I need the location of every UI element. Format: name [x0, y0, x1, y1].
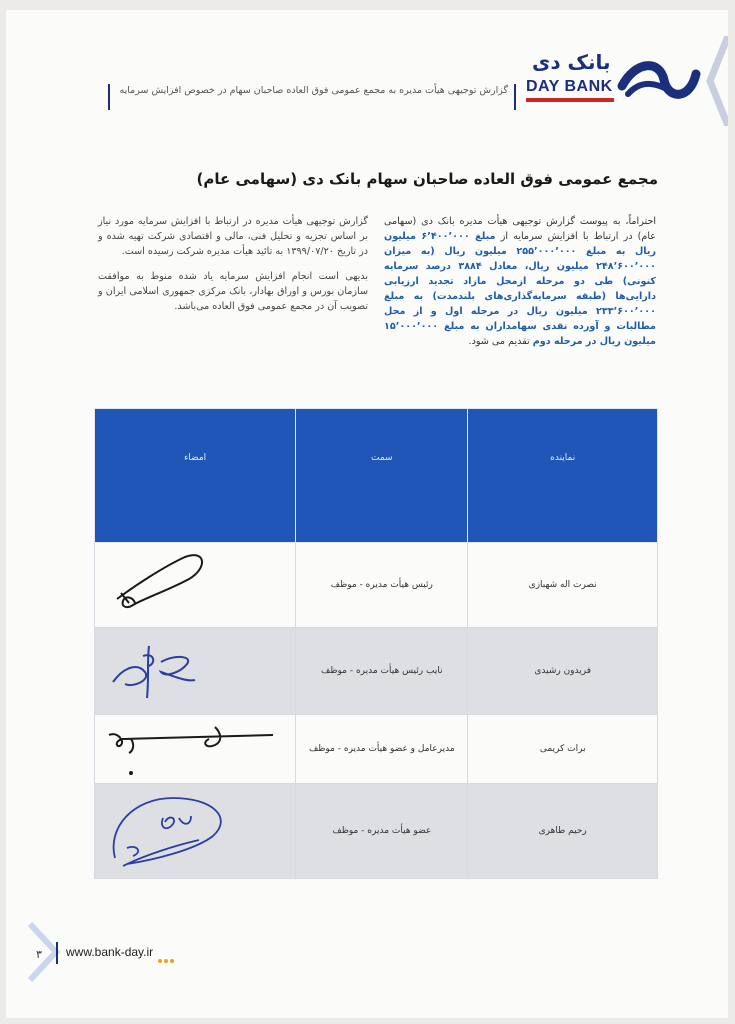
- header-name: نماینده: [468, 409, 658, 543]
- signature-4-icon: [103, 788, 243, 874]
- representative-name: فریدون رشیدی: [468, 628, 658, 715]
- paragraph-conditions: بدیهی است انجام افزایش سرمایه یاد شده منوط به موافقت سازمان بورس و اوراق بهادار، بانک مرکزی جمهوری اسلامی ایران و تصویب آن در مجمع عمومی فوق العاده می‌باشد.: [98, 271, 368, 312]
- representative-name: رحیم طاهری: [468, 784, 658, 879]
- intro-paragraph: [384, 214, 656, 349]
- table-row: [95, 784, 658, 879]
- intro-text-start: احتراماً، به پیوست گزارش توجیهی هیأت مدیره بانک دی (سهامی عام) در ارتباط با افزایش سرمایه از: [384, 216, 657, 242]
- representative-position: نایب رئیس هیأت مدیره - موظف: [296, 628, 468, 715]
- header-divider-left: [108, 84, 110, 110]
- logo-red-bar: [526, 98, 614, 102]
- secondary-paragraphs: [98, 214, 368, 324]
- footer-divider: [56, 942, 58, 964]
- header-signature: امضاء: [95, 409, 296, 543]
- logo-text-fa: بانک دی: [532, 50, 611, 74]
- representative-position: مدیرعامل و عضو هیأت مدیره - موظف: [296, 715, 468, 784]
- bank-logo: [526, 50, 704, 120]
- table-row: [95, 543, 658, 628]
- intro-highlight: مبلغ ۶٬۴۰۰٬۰۰۰ میلیون ریال به مبلغ ۲۵۵٬۰۰۰٬۰۰۰ میلیون ریال (به میزان ۲۴۸٬۶۰۰٬۰۰۰ میلیون ریال، معادل ۳۸۸۴ درصد سرمایه کنونی) طی دو مرحله ازمحل مازاد تجدید ارزیابی دارایی‌ها (طبقه سرمایه‌گذاری‌های بلندمدت) به مبلغ ۲۳۳٬۶۰۰٬۰۰۰ میلیون ریال در مرحله اول و از محل مطالبات و آورده نقدی سهامداران به مبلغ ۱۵٬۰۰۰٬۰۰۰ میلیون ریال در مرحله دوم: [384, 231, 656, 347]
- corner-chevron-icon: [702, 36, 728, 126]
- signature-cell: [95, 784, 296, 879]
- table-row: [95, 628, 658, 715]
- table-row: [95, 715, 658, 784]
- document-page: [6, 10, 728, 1018]
- footer-dots-icon: [158, 948, 176, 967]
- representative-name: نصرت اله شهبازی: [468, 543, 658, 628]
- representative-position: عضو هیأت مدیره - موظف: [296, 784, 468, 879]
- representative-name: برات کریمی: [468, 715, 658, 784]
- signature-cell: [95, 628, 296, 715]
- signature-1-icon: [103, 547, 213, 617]
- intro-text-end: تقدیم می شود.: [468, 336, 533, 347]
- logo-text-en: DAY BANK: [526, 78, 613, 95]
- signature-2-icon: [103, 632, 213, 704]
- page-number: ۳: [36, 948, 42, 961]
- header-position: سمت: [296, 409, 468, 543]
- day-bank-logo-icon: [616, 56, 702, 106]
- website-url[interactable]: www.bank-day.ir: [66, 945, 154, 959]
- signature-table: [94, 408, 658, 879]
- signature-cell: [95, 543, 296, 628]
- header-divider: [514, 84, 516, 110]
- signature-cell: [95, 715, 296, 784]
- header-subtitle: گزارش توجیهی هیأت مدیره به مجمع عمومی فوق العاده صاحبان سهام در خصوص افزایش سرمایه: [119, 85, 508, 96]
- table-header-row: [95, 409, 658, 543]
- representative-position: رئیس هیأت مدیره - موظف: [296, 543, 468, 628]
- signature-3-icon: [103, 719, 283, 779]
- paragraph-approval: گزارش توجیهی هیأت مدیره در ارتباط با افزایش سرمایه مورد نیاز بر اساس تجزیه و تحلیل فنی، مالی و اقتصادی شرکت تهیه شده و در تاریخ ۱۳۹۹/۰۷/۲۰ به تائید هیأت مدیره شرکت رسیده است.: [98, 216, 368, 257]
- page-title: مجمع عمومی فوق العاده صاحبان سهام بانک دی (سهامی عام): [196, 170, 658, 188]
